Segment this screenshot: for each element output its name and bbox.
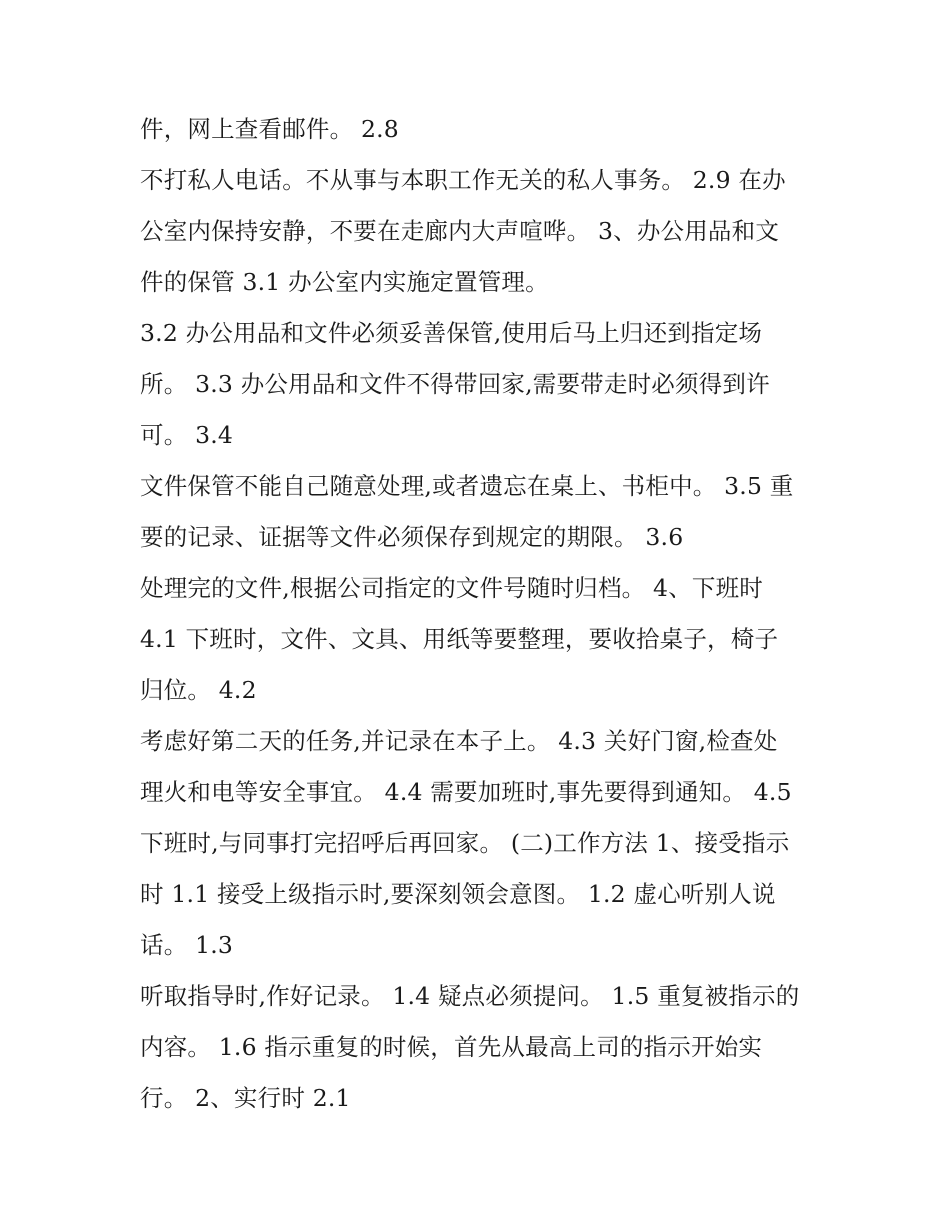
- text-line: 时 1.1 接受上级指示时,要深刻领会意图。 1.2 虚心听别人说: [140, 880, 776, 908]
- text-line: 3.2 办公用品和文件必须妥善保管,使用后马上归还到指定场: [140, 319, 763, 347]
- text-line: 考虑好第二天的任务,并记录在本子上。 4.3 关好门窗,检查处: [140, 727, 778, 755]
- text-line: 理火和电等安全事宜。 4.4 需要加班时,事先要得到通知。 4.5: [140, 778, 792, 806]
- text-line: 听取指导时,作好记录。 1.4 疑点必须提问。 1.5 重复被指示的: [140, 982, 800, 1010]
- document-body: [140, 107, 830, 1127]
- text-line: 文件保管不能自己随意处理,或者遗忘在桌上、书柜中。 3.5 重: [140, 472, 794, 500]
- text-line: 行。 2、实行时 2.1: [140, 1084, 351, 1112]
- text-line: 不打私人电话。不从事与本职工作无关的私人事务。 2.9 在办: [140, 166, 786, 194]
- text-line: 所。 3.3 办公用品和文件不得带回家,需要带走时必须得到许: [140, 370, 770, 398]
- text-line: 话。 1.3: [140, 931, 234, 959]
- text-line: 下班时,与同事打完招呼后再回家。 (二)工作方法 1、接受指示: [140, 829, 790, 857]
- text-line: 归位。 4.2: [140, 676, 257, 704]
- text-line: 公室内保持安静，不要在走廊内大声喧哗。 3、办公用品和文: [140, 217, 780, 245]
- text-line: 处理完的文件,根据公司指定的文件号随时归档。 4、下班时: [140, 574, 763, 602]
- text-line: 要的记录、证据等文件必须保存到规定的期限。 3.6: [140, 523, 684, 551]
- text-line: 件的保管 3.1 办公室内实施定置管理。: [140, 268, 549, 296]
- text-line: 件，网上查看邮件。 2.8: [140, 115, 399, 143]
- text-line: 内容。 1.6 指示重复的时候，首先从最高上司的指示开始实: [140, 1033, 763, 1061]
- text-line: 4.1 下班时，文件、文具、用纸等要整理，要收拾桌子，椅子: [140, 625, 779, 653]
- text-line: 可。 3.4: [140, 421, 234, 449]
